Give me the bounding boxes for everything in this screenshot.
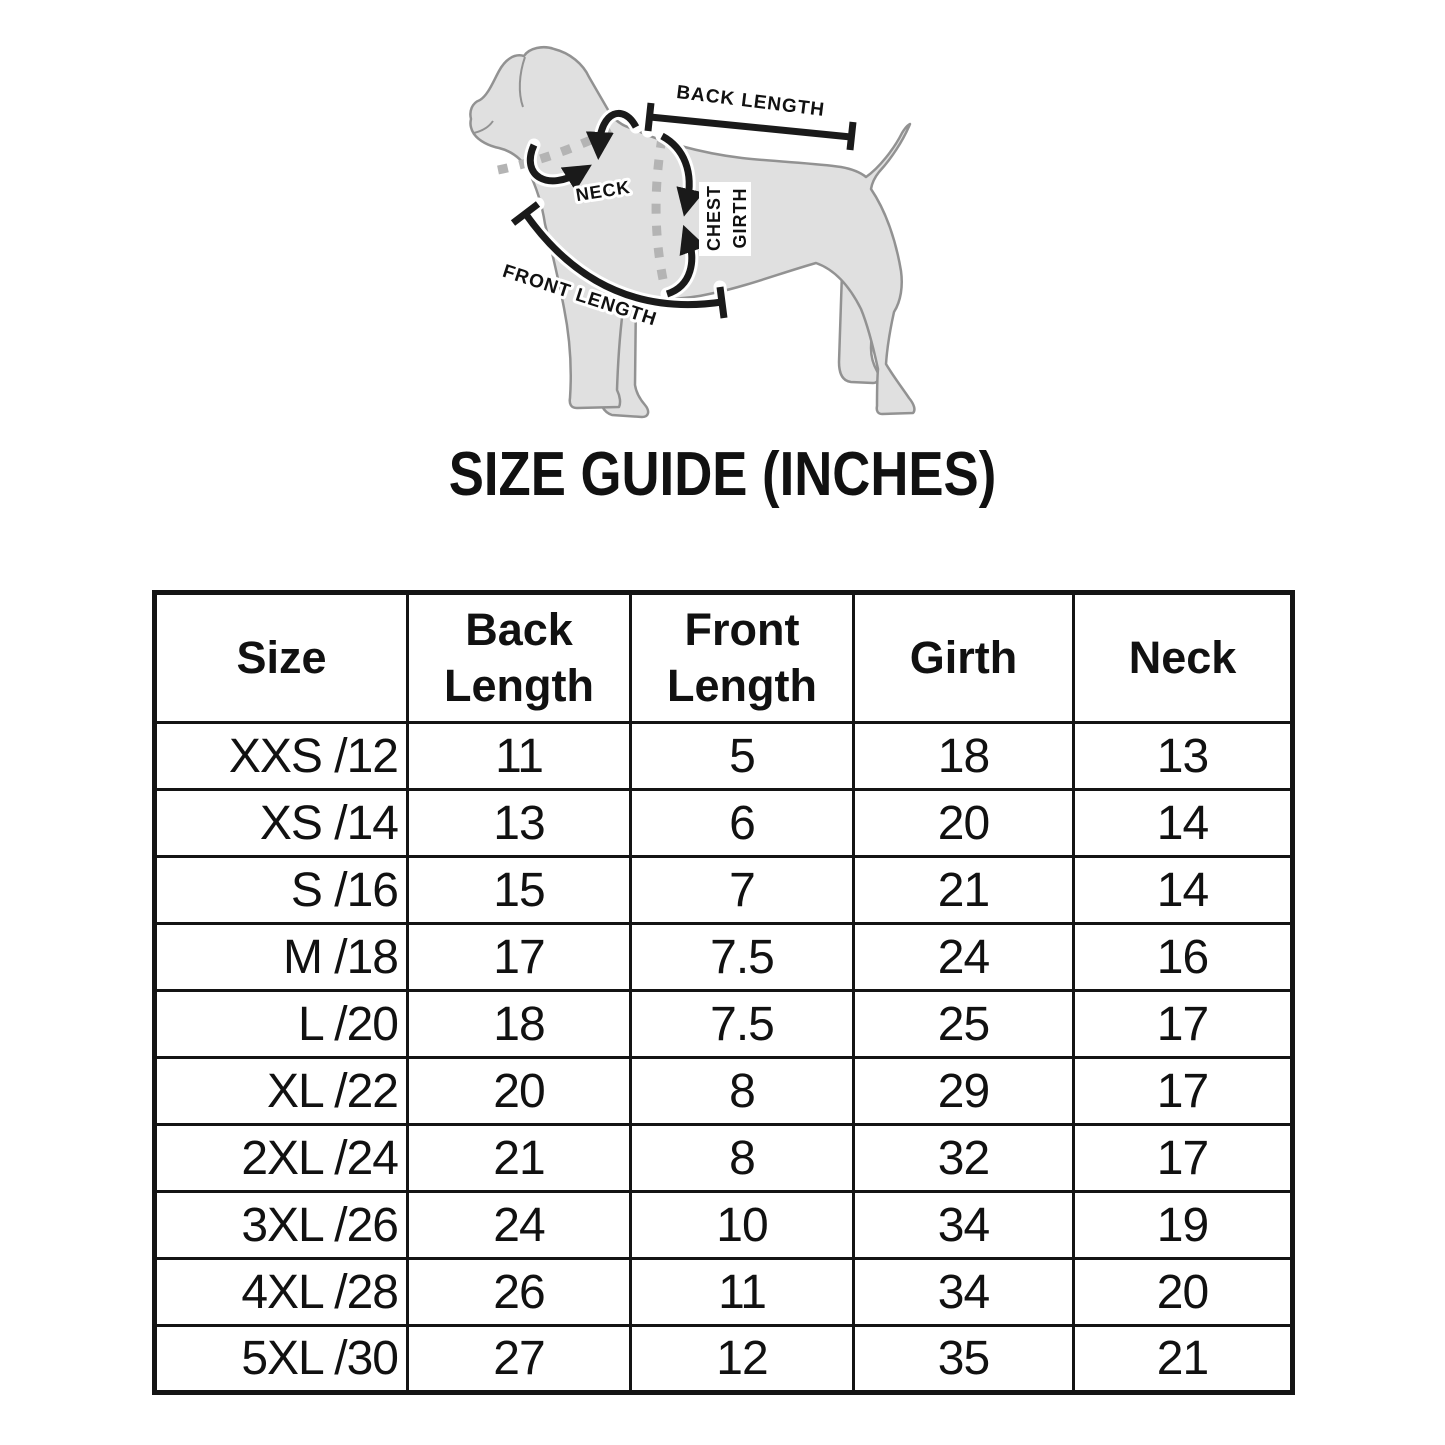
girth-cell: 34	[854, 1192, 1074, 1259]
neck-cell: 14	[1074, 790, 1293, 857]
size-cell: M /18	[155, 924, 408, 991]
neck-cell: 14	[1074, 857, 1293, 924]
girth-cell: 24	[854, 924, 1074, 991]
size-cell: 4XL /28	[155, 1259, 408, 1326]
table-row	[155, 857, 1293, 924]
neck-cell: 17	[1074, 991, 1293, 1058]
neck-cell: 21	[1074, 1326, 1293, 1393]
front-length-cell: 8	[631, 1125, 854, 1192]
size-table	[152, 590, 1295, 1395]
neck-cell: 16	[1074, 924, 1293, 991]
size-cell: S /16	[155, 857, 408, 924]
table-header-row	[155, 593, 1293, 723]
col-header-girth: Girth	[854, 593, 1074, 723]
front-length-cell: 7.5	[631, 991, 854, 1058]
col-header-neck: Neck	[1074, 593, 1293, 723]
front-length-label: FRONT LENGTH	[499, 260, 660, 331]
dog-measurement-diagram	[425, 30, 935, 450]
back-length-cell: 18	[408, 991, 631, 1058]
girth-cell: 21	[854, 857, 1074, 924]
neck-cell: 17	[1074, 1058, 1293, 1125]
back-length-cell: 17	[408, 924, 631, 991]
front-length-cell: 6	[631, 790, 854, 857]
chest-girth-label-line1: CHEST	[704, 184, 724, 252]
back-length-label: BACK LENGTH	[675, 82, 827, 122]
neck-cell: 20	[1074, 1259, 1293, 1326]
front-length-cell: 7	[631, 857, 854, 924]
girth-cell: 25	[854, 991, 1074, 1058]
page-title: SIZE GUIDE (INCHES)	[448, 440, 997, 509]
back-length-cell: 11	[408, 723, 631, 790]
neck-cell: 19	[1074, 1192, 1293, 1259]
back-length-cell: 15	[408, 857, 631, 924]
size-cell: XS /14	[155, 790, 408, 857]
front-length-cell: 7.5	[631, 924, 854, 991]
front-length-cell: 5	[631, 723, 854, 790]
front-length-cell: 8	[631, 1058, 854, 1125]
table-row	[155, 1192, 1293, 1259]
table-row	[155, 1125, 1293, 1192]
girth-cell: 35	[854, 1326, 1074, 1393]
front-length-cell: 12	[631, 1326, 854, 1393]
girth-cell: 29	[854, 1058, 1074, 1125]
back-length-cell: 24	[408, 1192, 631, 1259]
size-cell: 3XL /26	[155, 1192, 408, 1259]
size-cell: XL /22	[155, 1058, 408, 1125]
back-length-cell: 27	[408, 1326, 631, 1393]
neck-cell: 17	[1074, 1125, 1293, 1192]
girth-cell: 34	[854, 1259, 1074, 1326]
girth-cell: 18	[854, 723, 1074, 790]
back-length-cell: 13	[408, 790, 631, 857]
neck-cell: 13	[1074, 723, 1293, 790]
table-row	[155, 1259, 1293, 1326]
front-length-cell: 11	[631, 1259, 854, 1326]
size-cell: 2XL /24	[155, 1125, 408, 1192]
back-length-cell: 26	[408, 1259, 631, 1326]
col-header-back-length: Back Length	[408, 593, 631, 723]
table-row	[155, 1326, 1293, 1393]
table-row	[155, 790, 1293, 857]
size-cell: L /20	[155, 991, 408, 1058]
table-row	[155, 723, 1293, 790]
size-cell: 5XL /30	[155, 1326, 408, 1393]
front-length-cell: 10	[631, 1192, 854, 1259]
back-length-cell: 21	[408, 1125, 631, 1192]
col-header-size: Size	[155, 593, 408, 723]
table-row	[155, 991, 1293, 1058]
girth-cell: 32	[854, 1125, 1074, 1192]
table-row	[155, 1058, 1293, 1125]
chest-girth-label-line2: GIRTH	[730, 187, 750, 249]
col-header-front-length: Front Length	[631, 593, 854, 723]
girth-cell: 20	[854, 790, 1074, 857]
neck-label: NECK	[574, 176, 632, 206]
back-length-cell: 20	[408, 1058, 631, 1125]
table-row	[155, 924, 1293, 991]
size-cell: XXS /12	[155, 723, 408, 790]
